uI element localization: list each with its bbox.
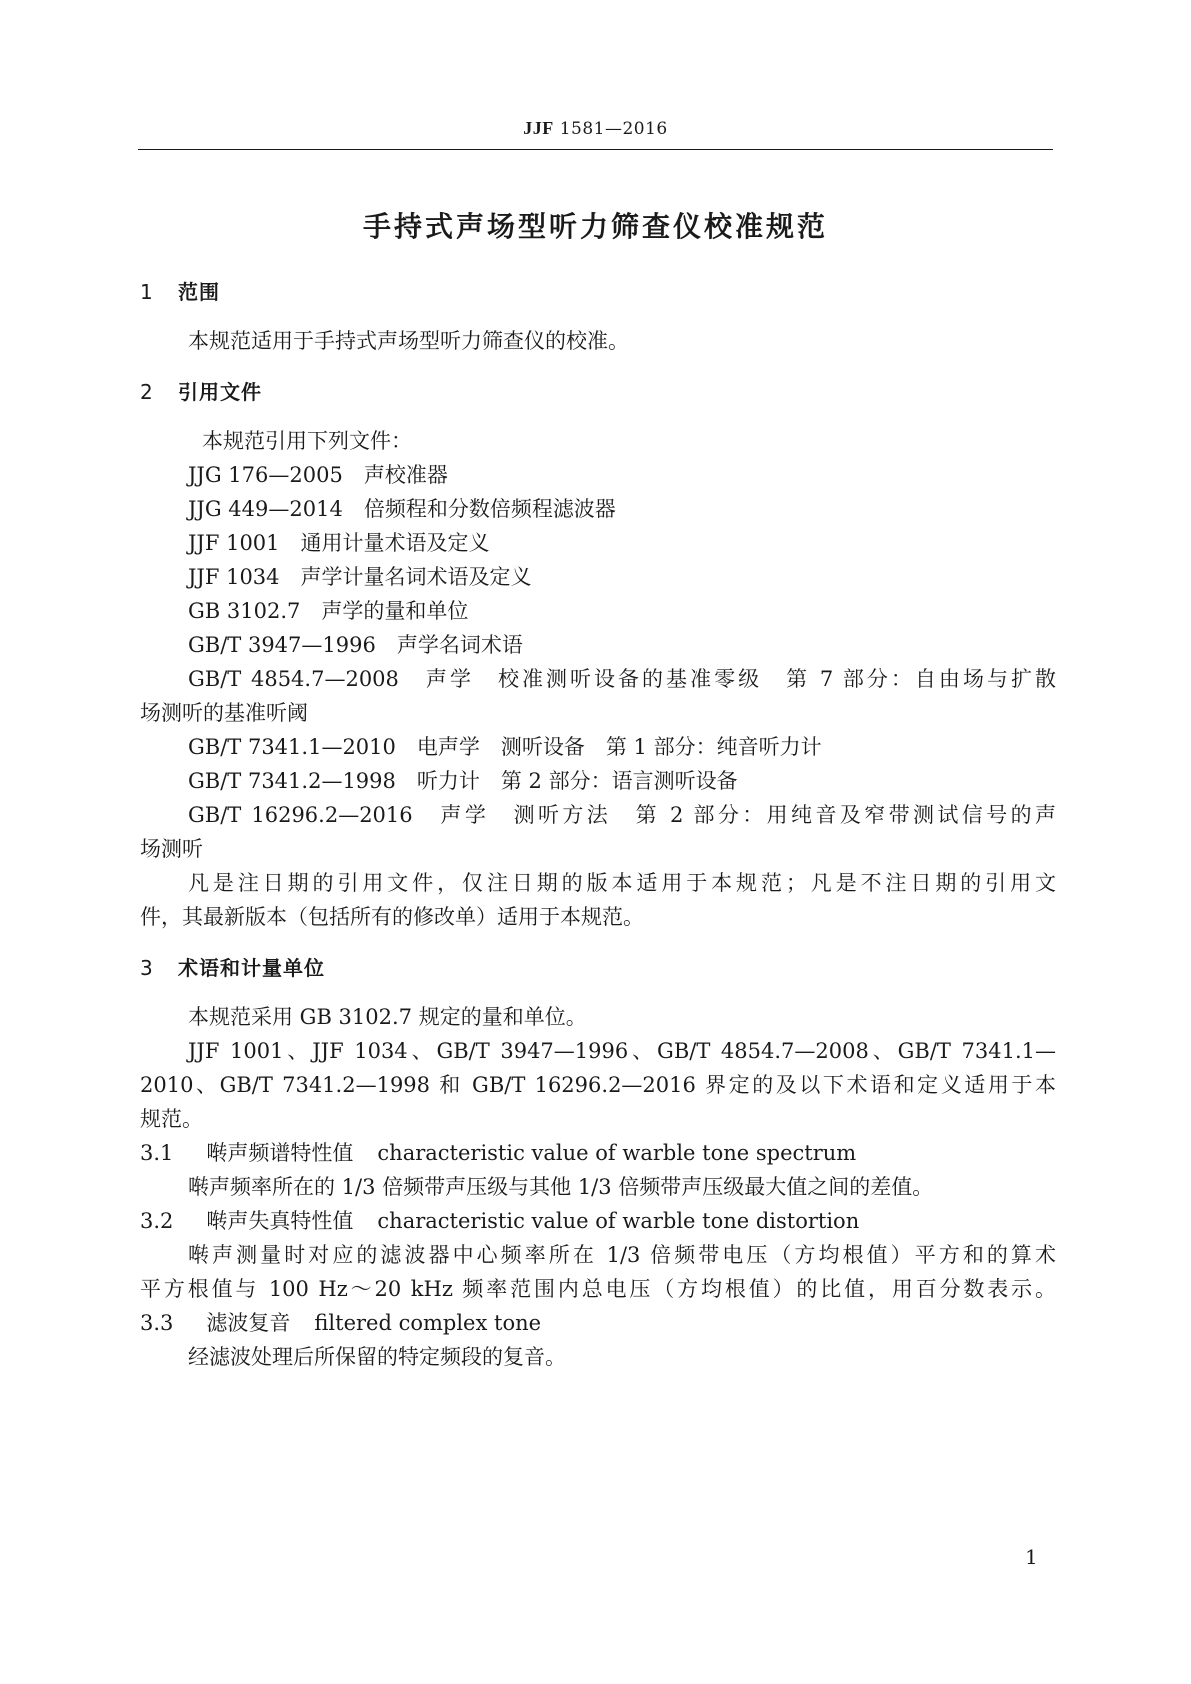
term-number: 3.3 [140,1311,174,1335]
term-number: 3.1 [140,1141,174,1165]
section-2-heading [140,377,262,407]
standard-number: 1581—2016 [559,119,668,139]
reference-item: GB/T 7341.2—1998 听力计 第 2 部分：语言测听设备 [188,769,738,793]
section-number: 3 [140,956,154,980]
term-english: characteristic value of warble tone distortion [377,1209,860,1233]
reference-item: GB/T 16296.2—2016 声学 测听方法 第 2 部分：用纯音及窄带测试信号的声 [188,803,1056,827]
terms-paragraph-continued: 规范。 [140,1107,203,1131]
terms-paragraph-continued: 2010、GB/T 7341.2—1998 和 GB/T 16296.2—2016 界定的及以下术语和定义适用于本 [140,1073,1056,1097]
reference-item-continued: 场测听 [140,837,203,861]
term-3-3-heading [140,1308,541,1338]
term-english: characteristic value of warble tone spectrum [377,1141,857,1165]
units-paragraph: 本规范采用 GB 3102.7 规定的量和单位。 [188,1005,587,1029]
section-number: 1 [140,280,154,304]
standard-code-header [0,118,1191,139]
reference-item: GB/T 4854.7—2008 声学 校准测听设备的基准零级 第 7 部分：自由场与扩散 [188,667,1056,691]
reference-item-continued: 场测听的基准听阈 [140,701,308,725]
term-3-2-heading [140,1206,859,1236]
term-3-1-definition: 啭声频率所在的 1/3 倍频带声压级与其他 1/3 倍频带声压级最大值之间的差值。 [188,1175,934,1199]
term-3-1-heading [140,1138,856,1168]
section-title: 引用文件 [178,380,262,404]
page-number: 1 [1025,1545,1038,1569]
term-number: 3.2 [140,1209,174,1233]
section-3-heading [140,953,325,983]
term-3-2-definition: 啭声测量时对应的滤波器中心频率所在 1/3 倍频带电压（方均根值）平方和的算术 [188,1243,1056,1267]
scope-paragraph: 本规范适用于手持式声场型听力筛查仪的校准。 [188,329,629,353]
section-title: 范围 [178,280,220,304]
reference-item: GB 3102.7 声学的量和单位 [188,599,469,623]
references-intro: 本规范引用下列文件： [202,429,412,453]
dated-references-note: 凡是注日期的引用文件，仅注日期的版本适用于本规范；凡是不注日期的引用文 [188,871,1056,895]
term-chinese: 啭声失真特性值 [206,1209,354,1233]
header-divider [138,149,1053,150]
reference-item: JJF 1034 声学计量名词术语及定义 [188,565,532,589]
terms-paragraph: JJF 1001、JJF 1034、GB/T 3947—1996、GB/T 4854.7—2008、GB/T 7341.1— [188,1039,1056,1063]
term-chinese: 滤波复音 [206,1311,291,1335]
section-1-heading [140,277,220,307]
reference-item: JJF 1001 通用计量术语及定义 [188,531,490,555]
section-title: 术语和计量单位 [178,956,325,980]
reference-item: JJG 176—2005 声校准器 [188,463,448,487]
reference-item: GB/T 3947—1996 声学名词术语 [188,633,523,657]
dated-references-note-continued: 件，其最新版本（包括所有的修改单）适用于本规范。 [140,905,644,929]
term-3-3-definition: 经滤波处理后所保留的特定频段的复音。 [188,1345,566,1369]
term-english: filtered complex tone [314,1311,542,1335]
term-chinese: 啭声频谱特性值 [206,1141,354,1165]
term-3-2-definition-continued: 平方根值与 100 Hz～20 kHz 频率范围内总电压（方均根值）的比值，用百分数表示。 [140,1277,1056,1301]
reference-item: JJG 449—2014 倍频程和分数倍频程滤波器 [188,497,616,521]
reference-item: GB/T 7341.1—2010 电声学 测听设备 第 1 部分：纯音听力计 [188,735,822,759]
document-title: 手持式声场型听力筛查仪校准规范 [362,210,828,243]
standard-prefix: JJF [523,118,554,138]
section-number: 2 [140,380,154,404]
